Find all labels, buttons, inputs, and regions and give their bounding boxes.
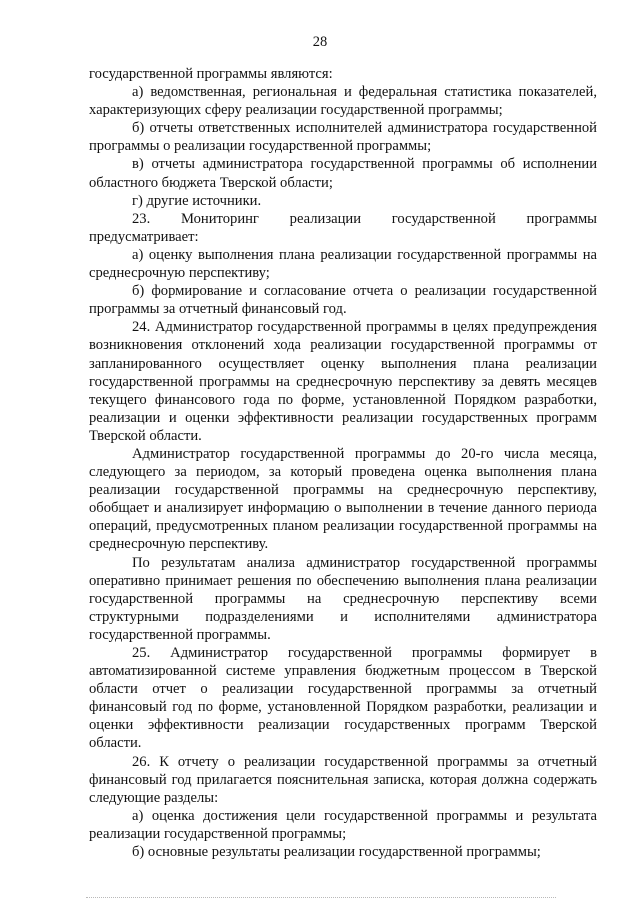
paragraph-clause-24-decisions: По результатам анализа администратор государственной программы оперативно принимает решения по обеспечению выполнения плана реализации государственной программы на среднесрочную перспективу всеми структурными подразделениями и исполнителями администратора государственной программы. [89,554,597,643]
paragraph-clause-26-a: а) оценка достижения цели государственной программы и результата реализации государственной программы; [89,807,597,842]
paragraph-clause-26-b: б) основные результаты реализации государственной программы; [132,844,541,861]
paragraph-source-a: а) ведомственная, региональная и федеральная статистика показателей, характеризующих сферу реализации государственной программы; [89,84,597,119]
paragraph-clause-26: 26. К отчету о реализации государственной программы за отчетный финансовый год прилагается пояснительная записка, которая должна содержать следующие разделы: [89,753,597,806]
paragraph-clause-23-a: а) оценку выполнения плана реализации государственной программы на среднесрочную перспективу; [89,246,597,282]
paragraph-clause-23: 23. Мониторинг реализации государственной программы предусматривает: [89,210,597,245]
paragraph-source-v: в) отчеты администратора государственной программы об исполнении областного бюджета Тверской области; [89,156,597,191]
bottom-scan-line [86,897,556,898]
paragraph-source-g: г) другие источники. [132,192,262,209]
paragraph-clause-24-analysis: Администратор государственной программы до 20-го числа месяца, следующего за периодом, за который проведена оценка выполнения плана реализации государственной программы на среднесрочную перспективу, обобщает и анализирует информацию о выполнении в течение данного периода операций, предусмотренных планом реализации государственной программы на среднесрочную перспективу. [89,445,597,553]
paragraph-clause-25: 25. Администратор государственной программы формирует в автоматизированной системе управления бюджетным процессом в Тверской области отчет о реализации государственной программы за отчетный финансовый год по форме, установленной Порядком разработки, реализации и оценки эффективности реализации государственных программ Тверской области. [89,645,597,752]
paragraph-source-b: б) отчеты ответственных исполнителей администратора государственной программы о реализации государственной программы; [89,120,597,155]
paragraph-intro-continuation: государственной программы являются: [89,66,333,82]
document-body [89,65,597,861]
paragraph-clause-24: 24. Администратор государственной программы в целях предупреждения возникновения отклонений хода реализации государственной программы от запланированного осуществляет оценку выполнения плана реализации государственной программы на среднесрочную перспективу за девять месяцев текущего финансового года по форме, установленной Порядком разработки, реализации и оценки эффективности реализации государственных программ Тверской области. [89,319,597,444]
page-number: 28 [312,34,328,50]
paragraph-clause-23-b: б) формирование и согласование отчета о реализации государственной программы за отчетный финансовый год. [89,283,597,318]
